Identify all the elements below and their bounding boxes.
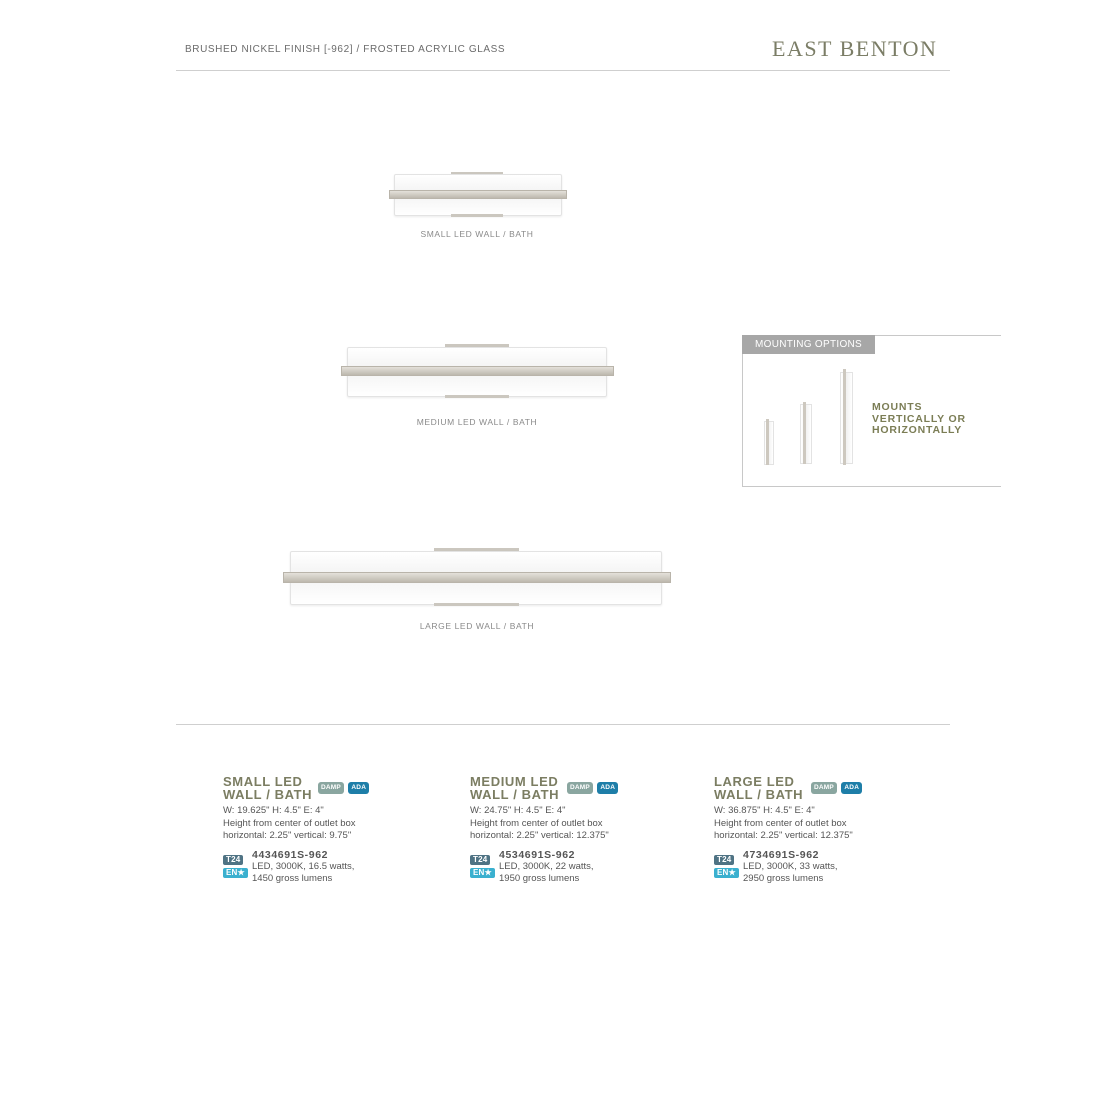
ada-badge: ADA	[348, 782, 369, 794]
spec-large	[714, 776, 914, 889]
medium-fixture-image	[340, 344, 615, 400]
spec-title: LARGE LED WALL / BATH	[714, 774, 804, 802]
energy-star-badge: EN★	[714, 868, 739, 878]
large-fixture-image	[282, 548, 674, 608]
spec-height-note: Height from center of outlet box	[223, 817, 356, 829]
spec-dimensions: W: 19.625" H: 4.5" E: 4"	[223, 805, 324, 816]
damp-badge: DAMP	[318, 782, 344, 794]
energy-star-badge: EN★	[223, 868, 248, 878]
spec-desc-2: 1450 gross lumens	[252, 873, 333, 884]
spec-sku: 4734691S-962	[743, 848, 820, 861]
spec-desc-2: 1950 gross lumens	[499, 873, 580, 884]
spec-title: SMALL LED WALL / BATH	[223, 774, 313, 802]
medium-fixture-caption: MEDIUM LED WALL / BATH	[416, 417, 538, 427]
spec-dimensions: W: 24.75" H: 4.5" E: 4"	[470, 805, 566, 816]
t24-badge: T24	[470, 855, 490, 865]
spec-sku: 4434691S-962	[252, 848, 329, 861]
ada-badge: ADA	[841, 782, 862, 794]
ada-badge: ADA	[597, 782, 618, 794]
energy-star-badge: EN★	[470, 868, 495, 878]
mounting-options-tab: MOUNTING OPTIONS	[742, 335, 875, 354]
mounting-line-2: VERTICALLY OR	[872, 412, 966, 425]
damp-badge: DAMP	[567, 782, 593, 794]
vertical-fixtures-image	[760, 366, 860, 466]
mounting-line-1: MOUNTS	[872, 401, 923, 413]
finish-label: BRUSHED NICKEL FINISH [-962] / FROSTED ACRYLIC GLASS	[185, 44, 506, 55]
spec-dimensions: W: 36.875" H: 4.5" E: 4"	[714, 805, 815, 816]
large-fixture-caption: LARGE LED WALL / BATH	[419, 621, 535, 631]
spec-height-values: horizontal: 2.25" vertical: 12.375"	[470, 830, 609, 841]
spec-medium	[470, 776, 670, 889]
mounting-description	[872, 402, 966, 437]
spec-desc-1: LED, 3000K, 16.5 watts,	[252, 860, 355, 872]
spec-desc-2: 2950 gross lumens	[743, 873, 824, 884]
mounting-line-3: HORIZONTALLY	[872, 424, 963, 436]
spec-title: MEDIUM LED WALL / BATH	[470, 774, 560, 802]
t24-badge: T24	[714, 855, 734, 865]
spec-height-note: Height from center of outlet box	[714, 817, 847, 829]
spec-height-note: Height from center of outlet box	[470, 817, 603, 829]
small-fixture-caption: SMALL LED WALL / BATH	[420, 229, 534, 239]
t24-badge: T24	[223, 855, 243, 865]
spec-desc-1: LED, 3000K, 33 watts,	[743, 860, 838, 872]
spec-height-values: horizontal: 2.25" vertical: 12.375"	[714, 830, 853, 841]
small-fixture-image	[388, 172, 568, 218]
spec-small	[223, 776, 423, 889]
brand-logo: EAST BENTON	[772, 36, 938, 61]
spec-desc-1: LED, 3000K, 22 watts,	[499, 860, 594, 872]
spec-height-values: horizontal: 2.25" vertical: 9.75"	[223, 830, 352, 841]
damp-badge: DAMP	[811, 782, 837, 794]
header-divider	[176, 70, 950, 71]
spec-sku: 4534691S-962	[499, 848, 576, 861]
specs-divider	[176, 724, 950, 725]
